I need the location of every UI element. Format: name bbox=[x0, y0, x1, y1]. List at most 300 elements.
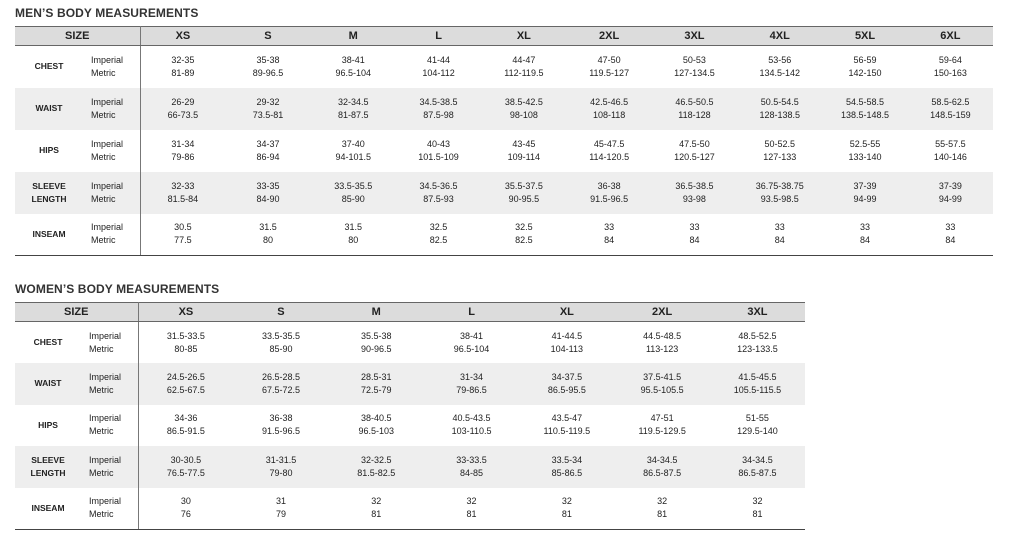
metric-value: 81 bbox=[752, 509, 763, 519]
measurement-cell bbox=[615, 322, 710, 364]
measurement-cell bbox=[424, 446, 519, 488]
size-header-xs: XS bbox=[138, 303, 233, 322]
size-header-s: S bbox=[225, 27, 310, 46]
measurement-cell bbox=[396, 214, 481, 256]
metric-value: 148.5-159 bbox=[930, 109, 971, 120]
metric-label: Metric bbox=[89, 467, 114, 478]
imperial-value: 32.5 bbox=[515, 222, 533, 233]
metric-value: 84 bbox=[774, 235, 785, 246]
metric-value: 79-80 bbox=[269, 467, 293, 478]
measurement-cell bbox=[822, 130, 907, 172]
imperial-value: 44-47 bbox=[512, 54, 536, 65]
metric-value: 84-85 bbox=[460, 467, 484, 478]
metric-value: 109-114 bbox=[507, 151, 541, 162]
measurement-cell bbox=[567, 214, 652, 256]
metric-value: 95.5-105.5 bbox=[640, 384, 684, 395]
size-header-s: S bbox=[233, 303, 328, 322]
measurement-cell bbox=[233, 405, 328, 447]
measurement-cell bbox=[311, 172, 396, 214]
metric-value: 96.5-103 bbox=[358, 426, 395, 437]
imperial-value: 33-33.5 bbox=[456, 454, 487, 465]
imperial-value: 32 bbox=[561, 496, 572, 506]
metric-value: 85-86.5 bbox=[551, 467, 583, 478]
imperial-value: 53-56 bbox=[768, 54, 792, 65]
metric-value: 86.5-95.5 bbox=[547, 384, 586, 395]
metric-value: 79 bbox=[275, 509, 286, 519]
imperial-label: Imperial bbox=[89, 371, 122, 382]
metric-value: 86-94 bbox=[256, 151, 280, 162]
imperial-value: 47-50 bbox=[597, 54, 621, 65]
imperial-value: 36.75-38.75 bbox=[755, 180, 804, 191]
measurement-cell bbox=[138, 405, 233, 447]
unit-labels bbox=[83, 88, 140, 130]
imperial-value: 50-53 bbox=[682, 54, 706, 65]
imperial-value: 36-38 bbox=[269, 413, 293, 424]
metric-value: 86.5-87.5 bbox=[738, 467, 777, 478]
measurement-cell bbox=[140, 88, 225, 130]
metric-value: 119.5-127 bbox=[589, 67, 630, 78]
metric-value: 84-90 bbox=[256, 193, 280, 204]
metric-value: 67.5-72.5 bbox=[261, 384, 300, 395]
measurement-cell bbox=[329, 488, 424, 530]
metric-value: 93.5-98.5 bbox=[760, 193, 799, 204]
imperial-value: 41-44.5 bbox=[551, 330, 583, 341]
men-size-table bbox=[15, 26, 993, 256]
imperial-value: 35.5-38 bbox=[360, 330, 392, 341]
size-header-2xl: 2XL bbox=[615, 303, 710, 322]
measurement-label: CHEST bbox=[33, 337, 63, 347]
measurement-cell bbox=[311, 214, 396, 256]
metric-value: 85-90 bbox=[341, 193, 365, 204]
imperial-label: Imperial bbox=[89, 413, 122, 424]
imperial-value: 34-34.5 bbox=[646, 454, 678, 465]
measurement-cell bbox=[311, 130, 396, 172]
imperial-value: 37-40 bbox=[341, 138, 365, 149]
imperial-value: 31-31.5 bbox=[265, 454, 297, 465]
imperial-value: 43.5-47 bbox=[551, 413, 583, 424]
measurement-cell bbox=[710, 363, 805, 405]
measurement-cell bbox=[519, 488, 614, 530]
measurement-cell bbox=[822, 88, 907, 130]
metric-value: 90-96.5 bbox=[360, 343, 392, 354]
metric-value: 81.5-82.5 bbox=[357, 467, 396, 478]
size-header-xs: XS bbox=[140, 27, 225, 46]
metric-label: Metric bbox=[91, 193, 116, 204]
metric-value: 118-128 bbox=[678, 109, 711, 120]
measurement-cell bbox=[710, 322, 805, 364]
metric-value: 72.5-79 bbox=[360, 384, 392, 395]
metric-value: 120.5-127 bbox=[674, 151, 715, 162]
metric-value: 84 bbox=[945, 235, 956, 246]
imperial-label: Imperial bbox=[89, 496, 122, 506]
measurement-cell bbox=[396, 130, 481, 172]
metric-value: 94-99 bbox=[853, 193, 877, 204]
imperial-value: 37.5-41.5 bbox=[643, 371, 682, 382]
measurement-cell bbox=[481, 88, 566, 130]
imperial-value: 33 bbox=[945, 222, 956, 233]
size-column-header: SIZE bbox=[15, 303, 138, 322]
metric-value: 81.5-84 bbox=[167, 193, 199, 204]
imperial-value: 30.5 bbox=[174, 222, 192, 233]
metric-value: 89-96.5 bbox=[252, 67, 284, 78]
measurement-cell bbox=[519, 363, 614, 405]
measurement-label: CHEST bbox=[34, 61, 64, 72]
metric-value: 81 bbox=[657, 509, 668, 519]
imperial-value: 32 bbox=[657, 496, 668, 506]
measurement-cell bbox=[233, 322, 328, 364]
measurement-cell bbox=[481, 130, 566, 172]
imperial-value: 44.5-48.5 bbox=[643, 330, 682, 341]
unit-labels bbox=[81, 322, 138, 364]
men-table-body bbox=[15, 46, 993, 256]
metric-value: 127-133 bbox=[763, 151, 797, 162]
metric-value: 104-112 bbox=[422, 67, 455, 78]
imperial-value: 56-59 bbox=[853, 54, 877, 65]
measurement-cell bbox=[481, 214, 566, 256]
metric-value: 91.5-96.5 bbox=[590, 193, 629, 204]
metric-value: 81-87.5 bbox=[337, 109, 369, 120]
metric-value: 86.5-91.5 bbox=[166, 426, 205, 437]
metric-value: 101.5-109 bbox=[418, 151, 459, 162]
imperial-value: 32-33 bbox=[171, 180, 195, 191]
imperial-value: 28.5-31 bbox=[360, 371, 392, 382]
men-section-title: MEN’S BODY MEASUREMENTS bbox=[15, 6, 199, 20]
measurement-cell bbox=[311, 46, 396, 88]
imperial-value: 29-32 bbox=[256, 96, 280, 107]
imperial-value: 26.5-28.5 bbox=[261, 371, 300, 382]
measurement-cell bbox=[615, 446, 710, 488]
measurement-cell bbox=[567, 172, 652, 214]
measurement-cell bbox=[737, 46, 822, 88]
metric-label: Metric bbox=[89, 343, 114, 354]
imperial-value: 41.5-45.5 bbox=[738, 371, 777, 382]
imperial-value: 34-36 bbox=[174, 413, 198, 424]
measurement-cell bbox=[140, 130, 225, 172]
imperial-value: 32-32.5 bbox=[360, 454, 392, 465]
imperial-value: 45-47.5 bbox=[593, 138, 625, 149]
imperial-value: 47.5-50 bbox=[679, 138, 710, 149]
imperial-value: 51-55 bbox=[745, 413, 769, 424]
metric-value: 80 bbox=[348, 235, 359, 246]
measurement-cell bbox=[481, 46, 566, 88]
size-header-6xl: 6XL bbox=[908, 27, 993, 46]
metric-value: 96.5-104 bbox=[335, 67, 372, 78]
measurement-cell bbox=[233, 488, 328, 530]
imperial-value: 36.5-38.5 bbox=[675, 180, 714, 191]
metric-value: 81 bbox=[466, 509, 477, 519]
table-row bbox=[15, 446, 805, 488]
measurement-cell bbox=[424, 363, 519, 405]
measurement-cell bbox=[908, 214, 993, 256]
imperial-value: 43-45 bbox=[512, 138, 536, 149]
metric-value: 129.5-140 bbox=[737, 426, 778, 437]
imperial-value: 31 bbox=[275, 496, 286, 506]
imperial-value: 40.5-43.5 bbox=[452, 413, 491, 424]
imperial-value: 35-38 bbox=[256, 54, 280, 65]
imperial-value: 37-39 bbox=[853, 180, 877, 191]
imperial-value: 24.5-26.5 bbox=[166, 371, 205, 382]
imperial-value: 33.5-35.5 bbox=[334, 180, 373, 191]
measurement-cell bbox=[567, 88, 652, 130]
imperial-value: 31.5 bbox=[344, 222, 363, 233]
imperial-label: Imperial bbox=[89, 454, 122, 465]
imperial-value: 38-41 bbox=[341, 54, 365, 65]
metric-value: 94-99 bbox=[938, 193, 962, 204]
measurement-cell bbox=[710, 488, 805, 530]
measurement-cell bbox=[710, 405, 805, 447]
metric-value: 142-150 bbox=[848, 67, 882, 78]
measurement-cell bbox=[233, 446, 328, 488]
metric-label: Metric bbox=[91, 151, 116, 162]
unit-labels bbox=[83, 130, 140, 172]
measurement-cell bbox=[615, 363, 710, 405]
unit-labels bbox=[83, 214, 140, 256]
measurement-cell bbox=[225, 130, 310, 172]
imperial-value: 38-41 bbox=[460, 330, 484, 341]
measurement-cell bbox=[822, 172, 907, 214]
imperial-label: Imperial bbox=[91, 180, 124, 191]
metric-value: 82.5 bbox=[429, 235, 448, 246]
metric-value: 79-86.5 bbox=[456, 384, 487, 395]
metric-label: Metric bbox=[89, 509, 114, 519]
metric-value: 62.5-67.5 bbox=[166, 384, 205, 395]
measurement-cell bbox=[396, 88, 481, 130]
unit-labels bbox=[83, 46, 140, 88]
table-row bbox=[15, 214, 993, 256]
imperial-value: 50-52.5 bbox=[764, 138, 795, 149]
metric-value: 81-89 bbox=[171, 67, 195, 78]
measurement-cell bbox=[481, 172, 566, 214]
metric-value: 123-133.5 bbox=[737, 343, 778, 354]
measurement-cell bbox=[140, 214, 225, 256]
imperial-value: 52.5-55 bbox=[849, 138, 881, 149]
metric-value: 133-140 bbox=[848, 151, 882, 162]
metric-value: 77.5 bbox=[174, 235, 192, 246]
measurement-cell bbox=[519, 446, 614, 488]
measurement-cell bbox=[311, 88, 396, 130]
size-header-2xl: 2XL bbox=[567, 27, 652, 46]
imperial-value: 31.5-33.5 bbox=[166, 330, 205, 341]
measurement-cell bbox=[138, 488, 233, 530]
measurement-cell bbox=[737, 130, 822, 172]
measurement-cell bbox=[822, 46, 907, 88]
imperial-value: 37-39 bbox=[938, 180, 962, 191]
size-header-3xl: 3XL bbox=[710, 303, 805, 322]
metric-value: 94-101.5 bbox=[335, 151, 372, 162]
imperial-label: Imperial bbox=[91, 138, 124, 149]
size-header-3xl: 3XL bbox=[652, 27, 737, 46]
measurement-label: INSEAM bbox=[15, 214, 83, 256]
imperial-value: 40-43 bbox=[427, 138, 451, 149]
measurement-cell bbox=[567, 46, 652, 88]
measurement-cell bbox=[519, 405, 614, 447]
metric-value: 84 bbox=[689, 235, 700, 246]
metric-value: 112-119.5 bbox=[504, 67, 544, 78]
measurement-cell bbox=[396, 172, 481, 214]
metric-value: 138.5-148.5 bbox=[841, 109, 890, 120]
measurement-cell bbox=[908, 46, 993, 88]
imperial-value: 33 bbox=[860, 222, 871, 233]
unit-labels bbox=[81, 363, 138, 405]
measurement-cell bbox=[138, 446, 233, 488]
imperial-value: 55-57.5 bbox=[935, 138, 966, 149]
imperial-value: 46.5-50.5 bbox=[675, 96, 714, 107]
measurement-cell bbox=[140, 46, 225, 88]
imperial-value: 34.5-38.5 bbox=[419, 96, 458, 107]
measurement-cell bbox=[138, 363, 233, 405]
measurement-cell bbox=[908, 172, 993, 214]
measurement-cell bbox=[329, 446, 424, 488]
imperial-value: 33.5-34 bbox=[551, 454, 583, 465]
imperial-value: 33 bbox=[604, 222, 615, 233]
metric-value: 91.5-96.5 bbox=[261, 426, 300, 437]
imperial-value: 32-34.5 bbox=[337, 96, 369, 107]
metric-value: 103-110.5 bbox=[451, 426, 492, 437]
imperial-value: 30 bbox=[180, 496, 191, 506]
metric-value: 108-118 bbox=[592, 109, 626, 120]
measurement-cell bbox=[225, 214, 310, 256]
metric-value: 104-113 bbox=[550, 343, 584, 354]
table-row bbox=[15, 46, 993, 88]
imperial-value: 35.5-37.5 bbox=[504, 180, 543, 191]
imperial-value: 31-34 bbox=[460, 371, 484, 382]
imperial-value: 34-37 bbox=[256, 138, 280, 149]
table-row bbox=[15, 322, 805, 364]
measurement-label: INSEAM bbox=[15, 488, 81, 530]
metric-value: 81 bbox=[561, 509, 572, 519]
metric-value: 76 bbox=[180, 509, 191, 519]
metric-value: 86.5-87.5 bbox=[643, 467, 682, 478]
imperial-value: 32 bbox=[466, 496, 477, 506]
measurement-cell bbox=[396, 46, 481, 88]
imperial-value: 34.5-36.5 bbox=[419, 180, 458, 191]
size-header-5xl: 5XL bbox=[822, 27, 907, 46]
measurement-cell bbox=[908, 88, 993, 130]
metric-value: 134.5-142 bbox=[759, 67, 801, 78]
metric-value: 93-98 bbox=[682, 193, 706, 204]
size-header-l: L bbox=[424, 303, 519, 322]
metric-value: 85-90 bbox=[269, 343, 293, 354]
metric-value: 79-86 bbox=[171, 151, 195, 162]
imperial-value: 38-40.5 bbox=[360, 413, 392, 424]
imperial-value: 26-29 bbox=[171, 96, 195, 107]
women-table-body bbox=[15, 322, 805, 530]
women-size-table bbox=[15, 302, 805, 530]
unit-labels bbox=[81, 446, 138, 488]
imperial-value: 32.5 bbox=[429, 222, 448, 233]
measurement-cell bbox=[225, 88, 310, 130]
table-row bbox=[15, 130, 993, 172]
size-header-4xl: 4XL bbox=[737, 27, 822, 46]
measurement-cell bbox=[329, 322, 424, 364]
imperial-value: 36-38 bbox=[597, 180, 621, 191]
measurement-cell bbox=[710, 446, 805, 488]
metric-value: 110.5-119.5 bbox=[543, 426, 591, 437]
metric-value: 80 bbox=[262, 235, 273, 246]
women-header-row bbox=[15, 303, 805, 322]
table-row bbox=[15, 488, 805, 530]
imperial-value: 32-35 bbox=[171, 54, 195, 65]
metric-label: Metric bbox=[91, 235, 116, 246]
metric-value: 82.5 bbox=[515, 235, 533, 246]
imperial-value: 34-34.5 bbox=[742, 454, 773, 465]
measurement-cell bbox=[615, 405, 710, 447]
metric-value: 98-108 bbox=[509, 109, 538, 120]
measurement-cell bbox=[225, 172, 310, 214]
metric-value: 127-134.5 bbox=[674, 67, 715, 78]
imperial-value: 34-37.5 bbox=[551, 371, 583, 382]
imperial-value: 30-30.5 bbox=[170, 454, 202, 465]
imperial-value: 33 bbox=[774, 222, 785, 233]
imperial-value: 32 bbox=[752, 496, 763, 506]
imperial-value: 41-44 bbox=[427, 54, 451, 65]
measurement-cell bbox=[652, 214, 737, 256]
measurement-cell bbox=[519, 322, 614, 364]
measurement-cell bbox=[652, 88, 737, 130]
metric-label: Metric bbox=[91, 109, 116, 120]
imperial-value: 33 bbox=[689, 222, 700, 233]
imperial-value: 47-51 bbox=[650, 413, 674, 424]
metric-label: Metric bbox=[89, 426, 114, 437]
imperial-value: 32 bbox=[371, 496, 382, 506]
metric-value: 119.5-129.5 bbox=[638, 426, 686, 437]
table-row bbox=[15, 172, 993, 214]
measurement-label: WAIST bbox=[15, 363, 81, 405]
measurement-cell bbox=[567, 130, 652, 172]
measurement-cell bbox=[225, 46, 310, 88]
unit-labels bbox=[83, 172, 140, 214]
imperial-value: 31.5 bbox=[259, 222, 277, 233]
metric-value: 140-146 bbox=[933, 151, 967, 162]
metric-value: 81 bbox=[371, 509, 382, 519]
imperial-value: 58.5-62.5 bbox=[931, 96, 970, 107]
measurement-cell bbox=[424, 405, 519, 447]
metric-value: 66-73.5 bbox=[167, 109, 199, 120]
table-row bbox=[15, 405, 805, 447]
measurement-label: HIPS bbox=[39, 145, 59, 155]
metric-value: 76.5-77.5 bbox=[166, 467, 205, 478]
measurement-cell bbox=[138, 322, 233, 364]
size-column-header: SIZE bbox=[15, 27, 140, 46]
measurement-cell bbox=[908, 130, 993, 172]
metric-label: Metric bbox=[89, 384, 114, 395]
imperial-label: Imperial bbox=[91, 222, 124, 233]
imperial-value: 31-34 bbox=[171, 138, 195, 149]
men-header-row bbox=[15, 27, 993, 46]
imperial-value: 50.5-54.5 bbox=[760, 96, 799, 107]
metric-value: 73.5-81 bbox=[252, 109, 284, 120]
metric-value: 87.5-98 bbox=[423, 109, 454, 120]
imperial-label: Imperial bbox=[91, 54, 124, 65]
imperial-value: 33.5-35.5 bbox=[261, 330, 300, 341]
imperial-value: 33-35 bbox=[256, 180, 280, 191]
measurement-cell bbox=[329, 405, 424, 447]
size-header-xl: XL bbox=[481, 27, 566, 46]
measurement-cell bbox=[737, 214, 822, 256]
metric-value: 113-123 bbox=[645, 343, 679, 354]
size-header-l: L bbox=[396, 27, 481, 46]
table-row bbox=[15, 363, 805, 405]
size-header-m: M bbox=[329, 303, 424, 322]
measurement-cell bbox=[737, 172, 822, 214]
measurement-label: SLEEVE LENGTH bbox=[15, 172, 83, 214]
unit-labels bbox=[81, 405, 138, 447]
measurement-cell bbox=[822, 214, 907, 256]
size-header-m: M bbox=[311, 27, 396, 46]
measurement-label: SLEEVE LENGTH bbox=[15, 446, 81, 488]
measurement-cell bbox=[140, 172, 225, 214]
measurement-cell bbox=[737, 88, 822, 130]
